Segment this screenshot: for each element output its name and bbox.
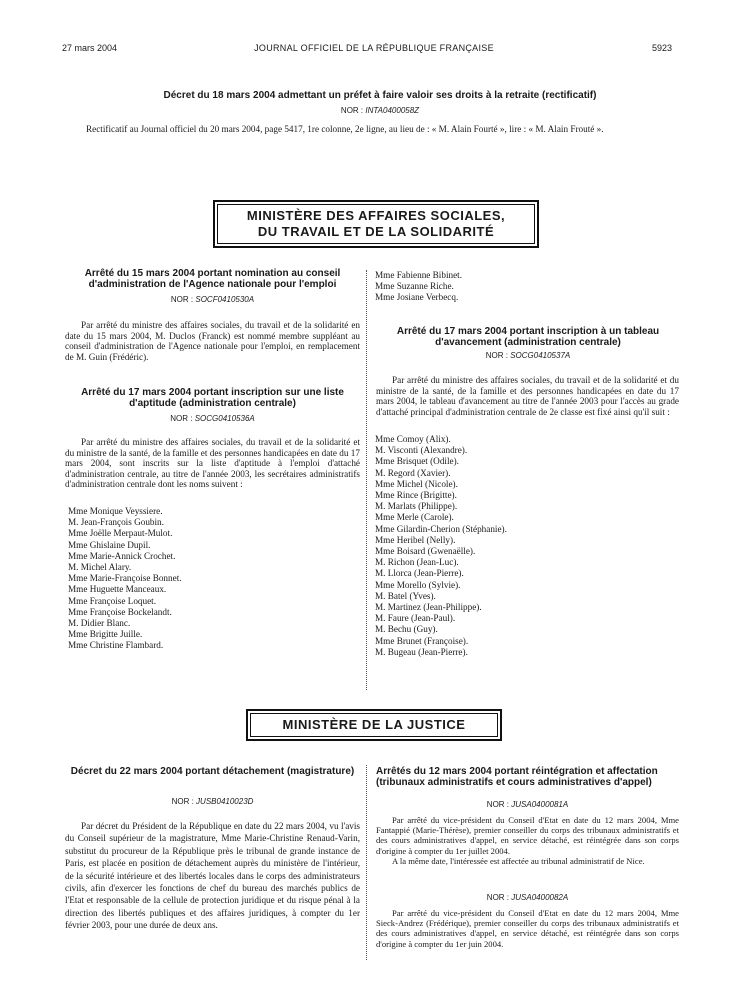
list-item: M. Llorca (Jean-Pierre).	[375, 568, 464, 579]
list-item: M. Visconti (Alexandre).	[375, 445, 468, 456]
decret-detachement-title: Décret du 22 mars 2004 portant détachement (magistrature)	[70, 766, 355, 777]
ministry-social-line1: MINISTÈRE DES AFFAIRES SOCIALES,	[246, 208, 506, 223]
list-item: M. Marlats (Philippe).	[375, 501, 458, 512]
list-item: Mme Monique Veyssiere.	[68, 506, 163, 516]
ministry-social-line2: DU TRAVAIL ET DE LA SOLIDARITÉ	[257, 224, 495, 239]
column-divider-bottom	[366, 765, 367, 960]
list-item: Mme Joëlle Merpaut-Mulot.	[68, 528, 173, 539]
list-item: M. Didier Blanc.	[68, 618, 131, 629]
arrete-avancement-text: Par arrêté du ministre des affaires sociales, du travail et de la solidarité et du ministre de la santé, de la famille et des personnes handicapées en date du 17 mars 2004, le tableau d'avancement au titre de l'année 2003 pour l'accès au grade d'attaché principal d'administration centrale de 2e classe est fixé ainsi qu'il suit :	[376, 375, 679, 417]
list-item: Mme Rince (Brigitte).	[375, 490, 457, 501]
list-item: Mme Boisard (Gwenaëlle).	[375, 546, 476, 557]
ministry-justice-heading	[246, 709, 502, 741]
list-item: M. Martinez (Jean-Philippe).	[375, 602, 482, 613]
arrete-reintegration-text1: Par arrêté du vice-président du Conseil d'Etat en date du 12 mars 2004, Mme Fantappié (Marie-Thérèse), premier conseiller du corps des tribunaux administratifs et des cours administratives d'appel, en service détaché, est réintégrée dans son corps d'origine à compter du 1er juillet 2004. A la même date, l'intéressée est affectée au tribunal administratif de Nice.	[376, 815, 679, 866]
arrete-aptitude-nor: NOR : SOCG0410536A	[170, 414, 255, 423]
decret-detachement-nor: NOR : JUSB0410023D	[171, 797, 254, 806]
arrete-agence-nor: NOR : SOCF0410530A	[170, 295, 255, 304]
list-item: Mme Marie-Françoise Bonnet.	[68, 573, 182, 584]
column-divider	[366, 270, 367, 690]
list-item: Mme Françoise Bockelandt.	[68, 606, 172, 617]
aptitude-name-list-cont	[375, 270, 462, 304]
avancement-name-list	[375, 434, 507, 658]
arrete-avancement-nor: NOR : SOCG0410537A	[485, 351, 571, 360]
arrete-aptitude-text: Par arrêté du ministre des affaires sociales, du travail et de la solidarité et du ministre de la santé, de la famille et des personnes handicapées en date du 17 mars 2004, sont inscrits sur la liste d'aptitude à l'emploi d'attaché d'administration centrale, au titre de l'année 2003, les secrétaires administratifs d'administration centrale dont les noms suivent :	[65, 437, 360, 490]
list-item: Mme Heribel (Nelly).	[375, 534, 456, 545]
list-item: Mme Brunet (Françoise).	[375, 635, 469, 646]
arrete-agence-text: Par arrêté du ministre des affaires sociales, du travail et de la solidarité en date du 15 mars 2004, M. Duclos (Franck) est nommé membre suppléant au conseil d'administration de l'Agence nationale pour l'emploi, en remplacement de M. Guin (Frédéric).	[65, 320, 360, 362]
list-item: Mme Gilardin-Cherion (Stéphanie).	[375, 523, 507, 534]
header-journal-title: JOURNAL OFFICIEL DE LA RÉPUBLIQUE FRANÇAISE	[254, 43, 494, 53]
list-item: Mme Christine Flambard.	[68, 640, 164, 651]
list-item: Mme Brigitte Juille.	[68, 629, 143, 640]
arrete-reintegration-title: Arrêtés du 12 mars 2004 portant réintégration et affectation (tribunaux administratifs et cours administratives d'appel)	[376, 766, 658, 788]
arrete-reintegration-text3: Par arrêté du vice-président du Conseil d'Etat en date du 12 mars 2004, Mme Sieck-Andrez (Frédérique), premier conseiller du corps des tribunaux administratifs et des cours administratives d'appel, en service détaché, est réintégrée dans son corps d'origine à compter du 1er juin 2004.	[376, 908, 679, 949]
list-item: Mme Suzanne Riche.	[375, 281, 454, 292]
list-item: M. Jean-François Goubin.	[68, 517, 164, 528]
list-item: M. Faure (Jean-Paul).	[375, 613, 456, 624]
arrete-reintegration-nor2: NOR : JUSA0400082A	[486, 893, 569, 902]
list-item: M. Batel (Yves).	[375, 590, 436, 601]
list-item: Mme Françoise Loquet.	[68, 595, 157, 606]
list-item: Mme Merle (Carole).	[375, 512, 454, 523]
header-page-number: 5923	[652, 43, 673, 53]
arrete-reintegration-nor1: NOR : JUSA0400081A	[486, 800, 569, 809]
arrete-avancement-title: Arrêté du 17 mars 2004 portant inscription à un tableau d'avancement (administration centrale)	[396, 326, 660, 348]
decret-retraite-nor: NOR : INTA0400058Z	[340, 106, 420, 115]
ministry-social-heading	[213, 200, 539, 248]
list-item: Mme Huguette Manceaux.	[68, 584, 167, 595]
header-date: 27 mars 2004	[62, 43, 118, 53]
decret-detachement-text: Par décret du Président de la République en date du 22 mars 2004, vu l'avis du Conseil supérieur de la magistrature, Mme Marie-Christine Renaud-Varin, substitut du procureur de la République près le tribunal de grande instance de Paris, est placée en position de détachement auprès du ministère de l'intérieur, de la sécurité intérieure et des libertés locales dans le corps des administrateurs civils, afin d'exercer les fonctions de chef du bureau des marchés publics de l'Etat et responsable de la cellule de protection juridique et du risque pénal à la direction des libertés publiques et des affaires juridiques, à compter du 1er février 2003, pour une durée de deux ans.	[65, 821, 360, 931]
arrete-agence-title: Arrêté du 15 mars 2004 portant nomination au conseil d'administration de l'Agence nationale pour l'emploi	[84, 268, 341, 290]
list-item: Mme Brisquet (Odile).	[375, 456, 459, 467]
list-item: M. Bechu (Guy).	[375, 624, 438, 635]
decret-retraite-title: Décret du 18 mars 2004 admettant un préfet à faire valoir ses droits à la retraite (rectificatif)	[163, 90, 597, 101]
aptitude-name-list	[68, 506, 182, 652]
list-item: Mme Comoy (Alix).	[375, 434, 451, 444]
list-item: M. Bugeau (Jean-Pierre).	[375, 646, 468, 657]
list-item: M. Michel Alary.	[68, 562, 132, 573]
list-item: Mme Marie-Annick Crochet.	[68, 550, 176, 561]
list-item: M. Richon (Jean-Luc).	[375, 557, 459, 568]
list-item: Mme Ghislaine Dupil.	[68, 539, 151, 550]
list-item: Mme Michel (Nicole).	[375, 478, 458, 489]
decret-retraite-text: Rectificatif au Journal officiel du 20 mars 2004, page 5417, 1re colonne, 2e ligne, au lieu de : « M. Alain Fourté », lire : « M. Alain Frouté ».	[86, 124, 604, 134]
list-item: Mme Josiane Verbecq.	[375, 292, 459, 303]
list-item: Mme Fabienne Bibinet.	[375, 270, 463, 280]
list-item: M. Regord (Xavier).	[375, 467, 451, 478]
list-item: Mme Morello (Sylvie).	[375, 579, 461, 590]
ministry-justice-line1: MINISTÈRE DE LA JUSTICE	[282, 717, 466, 732]
arrete-aptitude-title: Arrêté du 17 mars 2004 portant inscription sur une liste d'aptitude (administration centrale)	[81, 387, 344, 409]
